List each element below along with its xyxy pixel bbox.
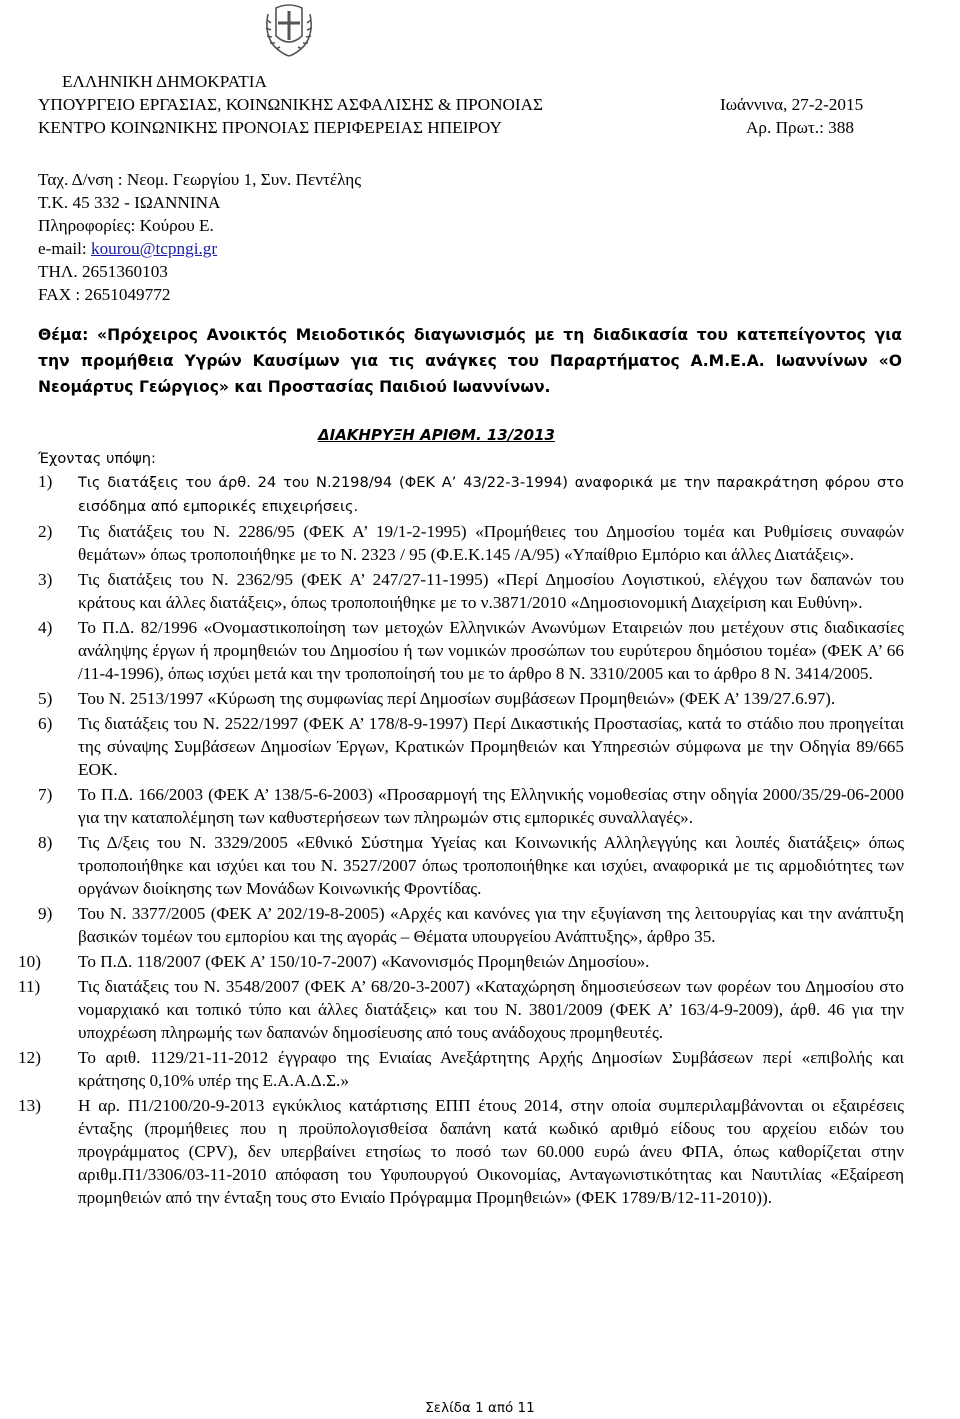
item-text: Του Ν. 3377/2005 (ΦΕΚ Α’ 202/19-8-2005) «Αρχές και κανόνες για την εξυγίανση της λειτουργίας και την ανάπτυξη βασικών τομέων του εμπορίου και της αγοράς – Θέματα υπουργείου Ανάπτυξης», άρθρο 35.: [78, 904, 904, 946]
list-item: [38, 687, 904, 710]
item-text: Το Π.Δ. 82/1996 «Ονομαστικοποίηση των μετοχών Ελληνικών Ανωνύμων Εταιρειών που μετέχουν στις διαδικασίες ανάληψης έργων ή προμηθειών του Δημοσίου ή των νομικών προσώπων του ευρύτερου δημόσιου τομέα» (ΦΕΚ Α’ 66 /11-4-1996), όπως ισχύει μετά και την τροποποίησή του με το άρθρο 8 Ν. 3310/2005 και το άρθρο 8 Ν. 3414/2005.: [78, 618, 904, 683]
list-item: [38, 520, 904, 566]
item-text: Η αρ. Π1/2100/20-9-2013 εγκύκλιος κατάρτισης ΕΠΠ έτους 2014, στην οποία συμπεριλαμβάνονται οι εξαιρέσεις ένταξης (προμήθειες που η προϋπολογισθείσα δαπάνη κατά κωδικό αριθμό είδους του αρχείου ειδών του προγράμματος (CPV), δεν υπερβαίνει ετησίως το ποσό των 60.000 ευρώ άνευ ΦΠΑ, όπως καθορίζεται στην αριθμ.Π1/3306/03-11-2010 απόφαση του Υφυπουργού Οικονομίας, Ανταγωνιστικότητας και Ναυτιλίας «Εξαίρεση προμηθειών από την ένταξη τους στο Ενιαίο Πρόγραμμα Προμηθειών» (ΦΕΚ 1789/Β/12-11-2010)).: [78, 1096, 904, 1207]
contact-person: Πληροφορίες: Κούρου Ε.: [38, 216, 214, 235]
item-text: Τις διατάξεις του Ν. 2362/95 (ΦΕΚ Α’ 247/27-11-1995) «Περί Δημοσίου Λογιστικού, ελέγχου των δαπανών του κράτους και άλλες διατάξεις», όπως τροποποιήθηκε με το ν.3871/2010 «Δημοσιονομική Διαχείριση και Ευθύνη».: [78, 570, 904, 612]
contact-block: [38, 168, 538, 306]
item-number: 10): [18, 952, 41, 971]
org-line: ΚΕΝΤΡΟ ΚΟΙΝΩΝΙΚΗΣ ΠΡΟΝΟΙΑΣ ΠΕΡΙΦΕΡΕΙΑΣ ΗΠΕΙΡΟΥ: [38, 118, 502, 137]
list-item: [18, 975, 904, 1044]
email-link[interactable]: kourou@tcpngi.gr: [90, 239, 218, 258]
considerations-list: [18, 470, 904, 1211]
email-label: e-mail:: [38, 239, 91, 258]
item-text: Τις διατάξεις του Ν. 3548/2007 (ΦΕΚ Α’ 68/20-3-2007) «Καταχώρηση δημοσιεύσεων των φορέων του Δημοσίου στο νομαρχιακό και τοπικό τύπο και άλλες διατάξεις» και του Ν. 3801/2009 (ΦΕΚ Α’ 163/4-9-2009), άρθ. 46 για την υποχρέωση πληρωμής των δαπανών δημοσίευσης από τους ανάδοχους προμηθευτές.: [78, 977, 904, 1042]
email-line: [38, 237, 538, 260]
org-line: ΕΛΛΗΝΙΚΗ ΔΗΜΟΚΡΑΤΙΑ: [62, 72, 267, 91]
considering-heading: Έχοντας υπόψη:: [38, 450, 156, 467]
date-protocol-block: [720, 93, 920, 139]
greek-coat-of-arms-icon: [262, 2, 316, 62]
item-text: Τις διατάξεις του Ν. 2286/95 (ΦΕΚ Α’ 19/1-2-1995) «Προμήθειες του Δημοσίου τομέα και Ρυθμίσεις συναφών θεμάτων» όπως τροποποιήθηκε με το Ν. 2323 / 95 (Φ.Ε.Κ.145 /Α/95) «Υπαίθριο Εμπόριο και άλλες Διατάξεις».: [78, 522, 904, 564]
list-item: [38, 616, 904, 685]
item-number: 8): [38, 833, 53, 852]
list-item: [18, 950, 904, 973]
issuer-block: [38, 70, 678, 139]
item-number: 4): [38, 618, 53, 637]
subject: Θέμα: «Πρόχειρος Ανοικτός Μειοδοτικός διαγωνισμός με τη διαδικασία του κατεπείγοντος για την προμήθεια Υγρών Καυσίμων για τις ανάγκες του Παραρτήματος Α.Μ.Ε.Α. Ιωαννίνων «Ο Νεομάρτυς Γεώργιος» και Προστασίας Παιδιού Ιωαννίνων.: [38, 326, 902, 396]
fax: FAX : 2651049772: [38, 285, 171, 304]
item-number: 3): [38, 570, 53, 589]
item-text: Το Π.Δ. 118/2007 (ΦΕΚ Α’ 150/10-7-2007) «Κανονισμός Προμηθειών Δημοσίου».: [78, 952, 650, 971]
item-number: 6): [38, 714, 53, 733]
item-number: 11): [18, 977, 41, 996]
page-footer: Σελίδα 1 από 11: [425, 1400, 535, 1416]
protocol-number: Αρ. Πρωτ.: 388: [746, 118, 854, 137]
item-number: 9): [38, 904, 53, 923]
item-number: 2): [38, 522, 53, 541]
list-item: [18, 1046, 904, 1092]
list-item: [38, 712, 904, 781]
item-number: 1): [38, 472, 53, 491]
item-text: Τις διατάξεις του Ν. 2522/1997 (ΦΕΚ Α’ 178/8-9-1997) Περί Δικαστικής Προστασίας, κατά το στάδιο που προηγείται της σύναψης Συμβάσεων Δημοσίων Έργων, Κρατικών Προμηθειών και Υπηρεσιών σύμφωνα με την Οδηγία 89/665 ΕΟΚ.: [78, 714, 904, 779]
list-item: [38, 831, 904, 900]
item-text: Τις Δ/ξεις του Ν. 3329/2005 «Εθνικό Σύστημα Υγείας και Κοινωνικής Αλληλεγγύης και λοιπές διατάξεις» όπως τροποποιήθηκε και ισχύει και του Ν. 3527/2007 όπως τροποποιήθηκε και ισχύει, αναφορικά με τις αρμοδιότητες των οργάνων διοίκησης των Μονάδων Κοινωνικής Φροντίδας.: [78, 833, 904, 898]
item-text: Το Π.Δ. 166/2003 (ΦΕΚ Α’ 138/5-6-2003) «Προσαρμογή της Ελληνικής νομοθεσίας στην οδηγία 2000/35/29-06-2000 για την καταπολέμηση των καθυστερήσεων των πληρωμών στις εμπορικές συναλλαγές».: [78, 785, 904, 827]
item-text: Τις διατάξεις του άρθ. 24 του Ν.2198/94 (ΦΕΚ Α’ 43/22-3-1994) αναφορικά με την παρακράτηση φόρου στο εισόδημα από εμπορικές επιχειρήσεις.: [78, 474, 904, 515]
phone: ΤΗΛ. 2651360103: [38, 262, 168, 281]
list-item: [38, 470, 904, 518]
item-text: Του Ν. 2513/1997 «Κύρωση της συμφωνίας περί Δημοσίων συμβάσεων Προμηθειών» (ΦΕΚ Α’ 139/27.6.97).: [78, 689, 836, 708]
place-date: Ιωάννινα, 27-2-2015: [720, 95, 864, 114]
list-item: [38, 568, 904, 614]
item-number: 12): [18, 1048, 41, 1067]
item-number: 5): [38, 689, 53, 708]
postal-code: Τ.Κ. 45 332 - ΙΩΑΝΝΙΝΑ: [38, 193, 221, 212]
list-item: [18, 1094, 904, 1209]
declaration-title: ΔΙΑΚΗΡΥΞΗ ΑΡΙΘΜ. 13/2013: [318, 426, 555, 444]
item-number: 7): [38, 785, 53, 804]
list-item: [38, 902, 904, 948]
item-text: Το αριθ. 1129/21-11-2012 έγγραφο της Ενιαίας Ανεξάρτητης Αρχής Δημοσίων Συμβάσεων περί «επιβολής και κράτησης 0,10% υπέρ της Ε.Α.Α.Δ.Σ.»: [78, 1048, 904, 1090]
item-number: 13): [18, 1096, 41, 1115]
org-line: ΥΠΟΥΡΓΕΙΟ ΕΡΓΑΣΙΑΣ, ΚΟΙΝΩΝΙΚΗΣ ΑΣΦΑΛΙΣΗΣ & ΠΡΟΝΟΙΑΣ: [38, 95, 544, 114]
list-item: [38, 783, 904, 829]
postal-address: Ταχ. Δ/νση : Νεομ. Γεωργίου 1, Συν. Πεντέλης: [38, 170, 362, 189]
